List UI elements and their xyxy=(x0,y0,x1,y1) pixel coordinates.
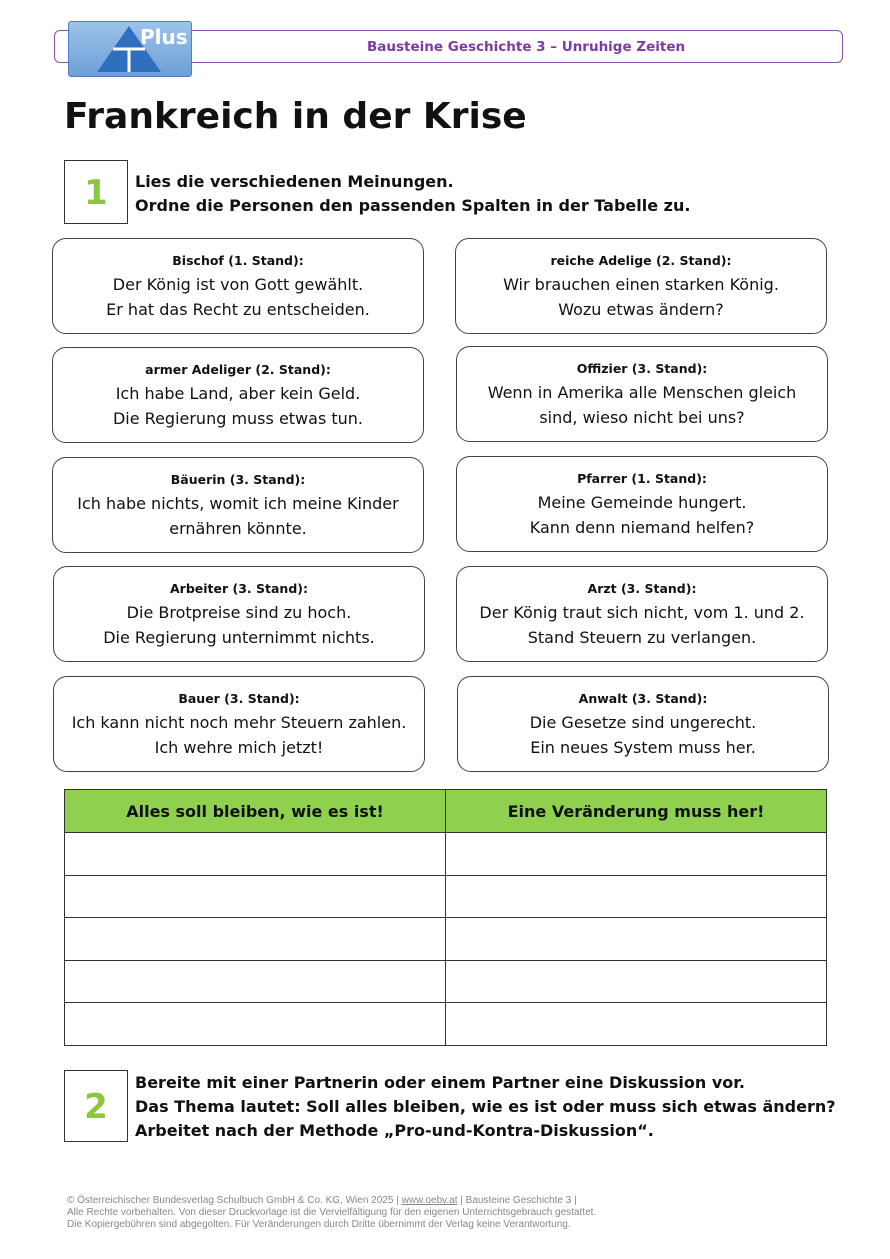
card-quote xyxy=(457,600,827,650)
table-header-row xyxy=(65,790,827,833)
card-quote xyxy=(457,490,827,540)
card-quote-line: Wenn in Amerika alle Menschen gleich xyxy=(487,383,797,402)
column-header-change: Eine Veränderung muss her! xyxy=(446,790,827,833)
card-quote-line: Die Gesetze sind ungerecht. xyxy=(529,713,757,732)
card-quote-line: Ein neues System muss her. xyxy=(530,738,756,757)
footer-line-1 xyxy=(67,1195,596,1207)
card-speaker: Arzt (3. Stand): xyxy=(587,581,697,596)
table-row xyxy=(65,833,827,876)
card-speaker: Bischof (1. Stand): xyxy=(172,253,304,268)
sorting-table xyxy=(64,789,827,1046)
card-quote-line: Ich habe Land, aber kein Geld. xyxy=(115,384,361,403)
card-quote-line: sind, wieso nicht bei uns? xyxy=(539,408,745,427)
opinion-card xyxy=(456,456,828,552)
card-quote-line: Die Regierung unternimmt nichts. xyxy=(103,628,375,647)
card-speaker: Bauer (3. Stand): xyxy=(178,691,300,706)
footer-line-3: Die Kopiergebühren sind abgegolten. Für Veränderungen durch Dritte übernimmt der Verlag keine Verantwortung. xyxy=(67,1219,571,1230)
card-quote xyxy=(54,600,424,650)
footer-text: | Bausteine Geschichte 3 | xyxy=(457,1195,577,1206)
card-quote-line: Die Regierung muss etwas tun. xyxy=(112,409,364,428)
table-row xyxy=(65,918,827,961)
copyright-footer xyxy=(67,1195,596,1231)
card-quote xyxy=(53,272,423,322)
table-cell-change[interactable] xyxy=(446,833,827,876)
footer-line-2: Alle Rechte vorbehalten. Von dieser Druckvorlage ist die Vervielfältigung für den eigenen Unterrichtsgebrauch gestattet. xyxy=(67,1207,597,1218)
table-cell-keep[interactable] xyxy=(65,960,446,1003)
card-speaker: Anwalt (3. Stand): xyxy=(578,691,708,706)
table-row xyxy=(65,960,827,1003)
table-cell-change[interactable] xyxy=(446,1003,827,1046)
card-speaker: reiche Adelige (2. Stand): xyxy=(550,253,732,268)
footer-text: © Österreichischer Bundesverlag Schulbuch GmbH & Co. KG, Wien 2025 | xyxy=(67,1195,402,1206)
opinion-card xyxy=(455,238,827,334)
table-row xyxy=(65,875,827,918)
column-header-keep: Alles soll bleiben, wie es ist! xyxy=(65,790,446,833)
page-title: Frankreich in der Krise xyxy=(64,96,527,137)
card-speaker: Offizier (3. Stand): xyxy=(576,361,708,376)
card-quote-line: Er hat das Recht zu entscheiden. xyxy=(106,300,370,319)
table-cell-keep[interactable] xyxy=(65,875,446,918)
table-cell-change[interactable] xyxy=(446,875,827,918)
card-quote-line: Die Brotpreise sind zu hoch. xyxy=(126,603,352,622)
task1-line: Ordne die Personen den passenden Spalten in der Tabelle zu. xyxy=(135,196,691,215)
card-quote-line: Der König ist von Gott gewählt. xyxy=(112,275,364,294)
card-quote-line: Ich habe nichts, womit ich meine Kinder xyxy=(77,494,399,513)
task2-line: Arbeitet nach der Methode „Pro-und-Kontra-Diskussion“. xyxy=(135,1121,654,1140)
table-cell-change[interactable] xyxy=(446,918,827,961)
opinion-card xyxy=(53,676,425,772)
opinion-card xyxy=(52,457,424,553)
task1-line: Lies die verschiedenen Meinungen. xyxy=(135,172,454,191)
card-quote-line: Ich wehre mich jetzt! xyxy=(154,738,324,757)
task2-line: Bereite mit einer Partnerin oder einem Partner eine Diskussion vor. xyxy=(135,1073,745,1092)
card-quote-line: Meine Gemeinde hungert. xyxy=(537,493,747,512)
table-row xyxy=(65,1003,827,1046)
card-quote-line: Kann denn niemand helfen? xyxy=(529,518,755,537)
card-speaker: Bäuerin (3. Stand): xyxy=(170,472,306,487)
publisher-link[interactable]: www.oebv.at xyxy=(401,1195,458,1206)
card-quote xyxy=(458,710,828,760)
opinion-card xyxy=(53,566,425,662)
card-quote xyxy=(53,491,423,541)
table-cell-change[interactable] xyxy=(446,960,827,1003)
card-speaker: Arbeiter (3. Stand): xyxy=(169,581,308,596)
table-cell-keep[interactable] xyxy=(65,833,446,876)
card-quote xyxy=(456,272,826,322)
opinion-card xyxy=(456,346,828,442)
card-quote-line: Wir brauchen einen starken König. xyxy=(503,275,779,294)
opinion-card xyxy=(52,347,424,443)
opinion-card xyxy=(52,238,424,334)
task1-instructions xyxy=(135,170,690,218)
task2-instructions xyxy=(135,1071,836,1143)
task-number-1: 1 xyxy=(64,160,128,224)
card-quote xyxy=(54,710,424,760)
task2-line: Das Thema lautet: Soll alles bleiben, wie es ist oder muss sich etwas ändern? xyxy=(135,1097,836,1116)
publisher-logo xyxy=(68,21,192,77)
card-quote-line: ernähren könnte. xyxy=(169,519,307,538)
opinion-card xyxy=(456,566,828,662)
task-number-2: 2 xyxy=(64,1070,128,1142)
card-quote xyxy=(53,381,423,431)
card-quote-line: Stand Steuern zu verlangen. xyxy=(527,628,757,647)
card-quote-line: Der König traut sich nicht, vom 1. und 2. xyxy=(479,603,805,622)
logo-text: Plus xyxy=(140,25,188,49)
card-speaker: armer Adeliger (2. Stand): xyxy=(145,362,331,377)
card-quote-line: Wozu etwas ändern? xyxy=(558,300,724,319)
card-quote xyxy=(457,380,827,430)
card-speaker: Pfarrer (1. Stand): xyxy=(577,471,707,486)
table-cell-keep[interactable] xyxy=(65,1003,446,1046)
opinion-card xyxy=(457,676,829,772)
card-quote-line: Ich kann nicht noch mehr Steuern zahlen. xyxy=(71,713,407,732)
table-cell-keep[interactable] xyxy=(65,918,446,961)
header-title: Bausteine Geschichte 3 – Unruhige Zeiten xyxy=(367,39,686,55)
